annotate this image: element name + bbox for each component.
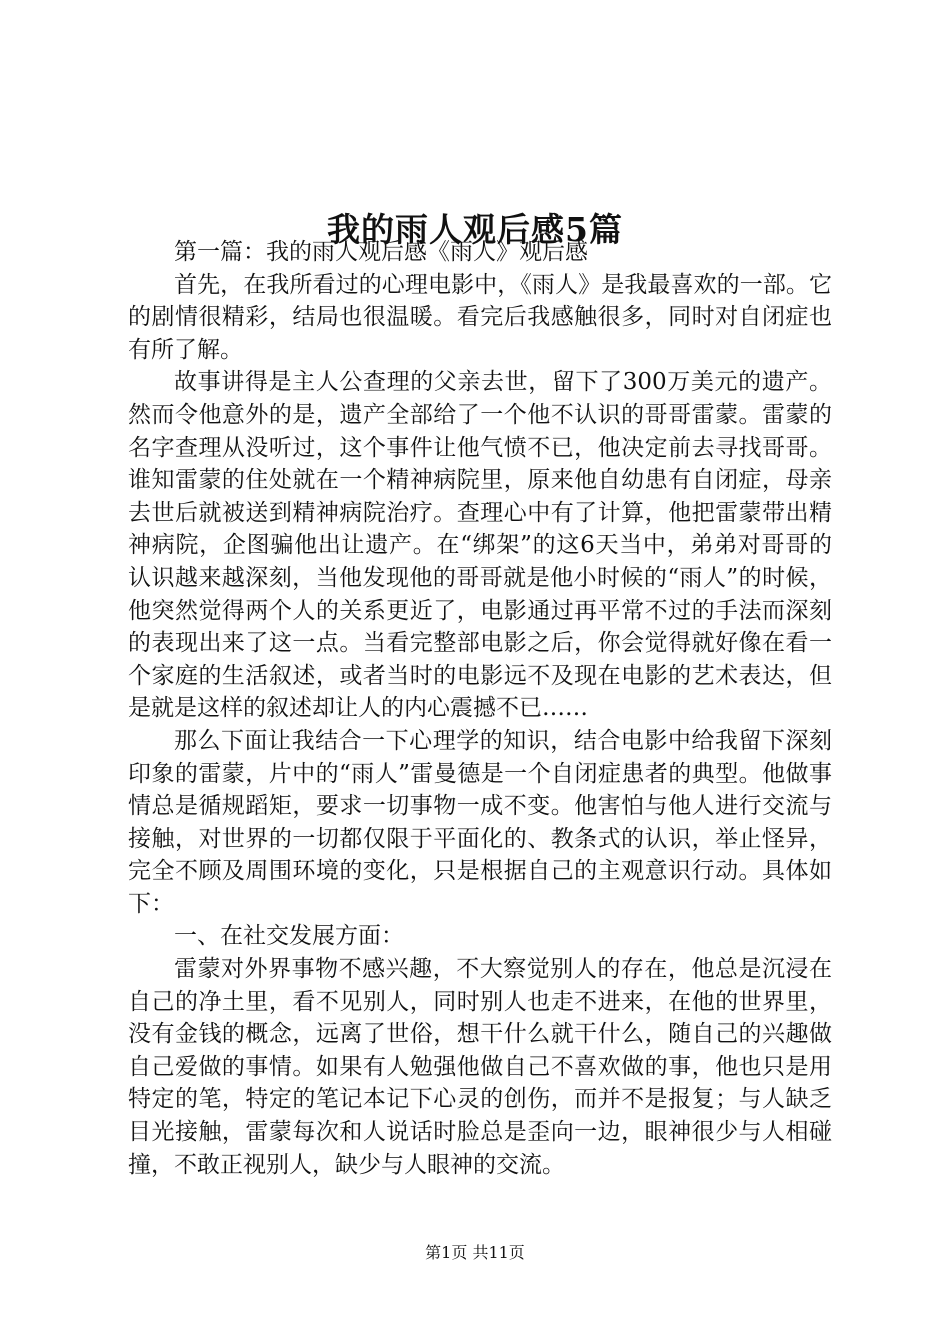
page-number: 第1页 共11页: [425, 1243, 525, 1262]
document-body: [128, 236, 832, 1181]
paragraph-story: 故事讲得是主人公查理的父亲去世，留下了300万美元的遗产。然而令他意外的是，遗产全部给了一个他不认识的哥哥雷蒙。雷蒙的名字查理从没听过，这个事件让他气愤不已，他决定前去寻找哥哥。谁知雷蒙的住处就在一个精神病院里，原来他自幼患有自闭症，母亲去世后就被送到精神病院治疗。查理心中有了计算，他把雷蒙带出精神病院，企图骗他出让遗产。在“绑架”的这6天当中，弟弟对哥哥的认识越来越深刻，当他发现他的哥哥就是他小时候的“雨人”的时候，他突然觉得两个人的关系更近了，电影通过再平常不过的手法而深刻的表现出来了这一点。当看完整部电影之后，你会觉得就好像在看一个家庭的生活叙述，或者当时的电影远不及现在电影的艺术表达，但是就是这样的叙述却让人的内心震撼不已……: [128, 369, 832, 722]
section-heading-1: 第一篇：我的雨人观后感《雨人》观后感: [174, 239, 588, 265]
subheading-social: 一、在社交发展方面：: [174, 923, 404, 950]
paragraph-analysis: 那么下面让我结合一下心理学的知识，结合电影中给我留下深刻印象的雷蒙，片中的“雨人”雷曼德是一个自闭症患者的典型。他做事情总是循规蹈矩，要求一切事物一成不变。他害怕与他人进行交流与接触，对世界的一切都仅限于平面化的、教条式的认识，举止怪异，完全不顾及周围环境的变化，只是根据自己的主观意识行动。具体如下：: [128, 727, 832, 917]
paragraph-intro: 首先，在我所看过的心理电影中，《雨人》是我最喜欢的一部。它的剧情很精彩，结局也很温暖。看完后我感触很多，同时对自闭症也有所了解。: [128, 271, 832, 363]
paragraph-social: 雷蒙对外界事物不感兴趣，不大察觉别人的存在，他总是沉浸在自己的净土里，看不见别人，同时别人也走不进来，在他的世界里，没有金钱的概念，远离了世俗，想干什么就干什么，随自己的兴趣做自己爱做的事情。如果有人勉强他做自己不喜欢做的事，他也只是用特定的笔，特定的笔记本记下心灵的创伤，而并不是报复；与人缺乏目光接触，雷蒙每次和人说话时脸总是歪向一边，眼神很少与人相碰撞，不敢正视别人，缺少与人眼神的交流。: [128, 956, 832, 1178]
document-title: 我的雨人观后感5篇: [327, 210, 623, 250]
